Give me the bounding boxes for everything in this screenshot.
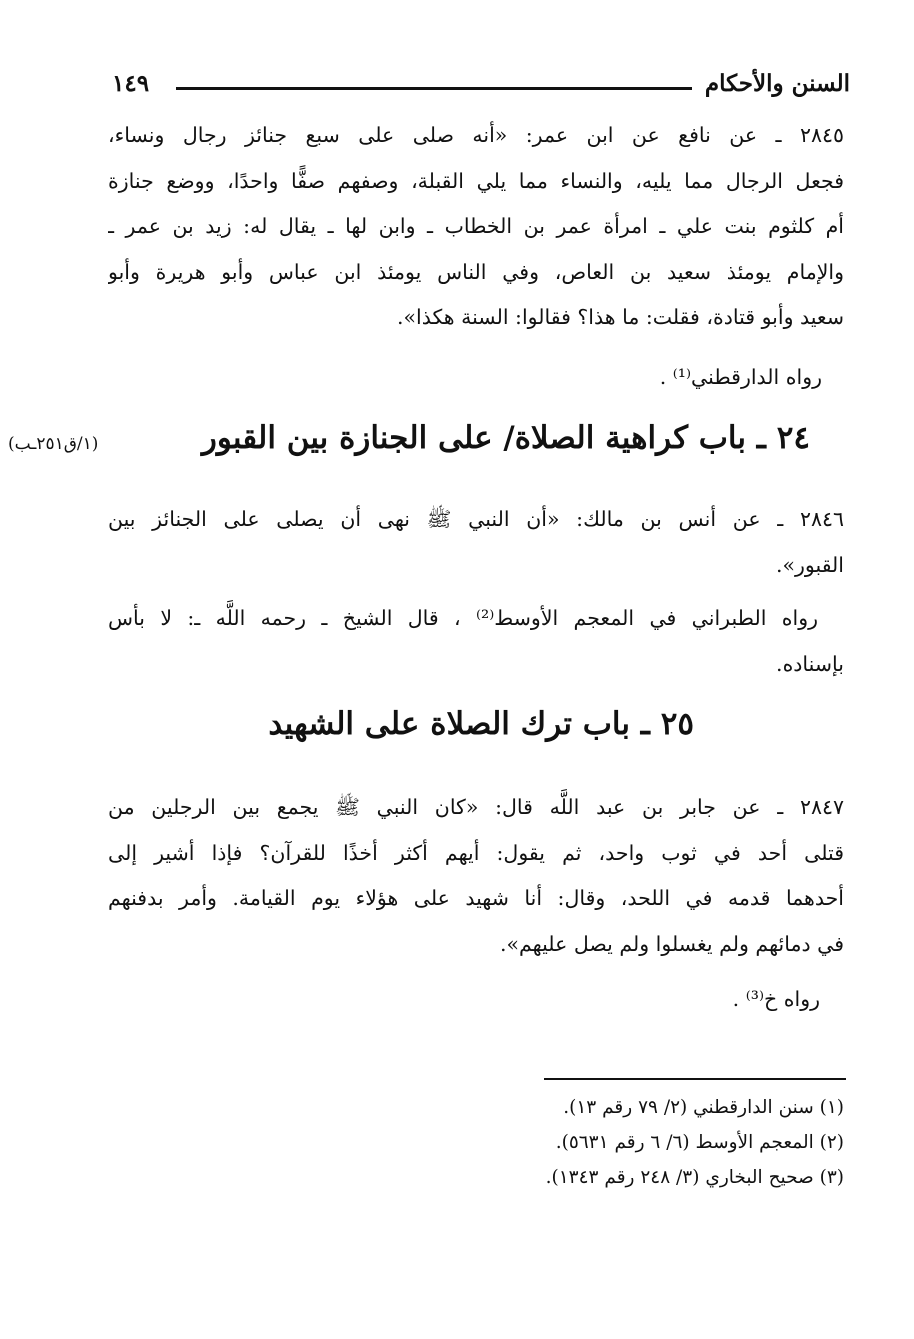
hadith-2845 [108, 113, 844, 341]
hadith-2846 [108, 497, 844, 588]
hadith-line: قتلى أحد في ثوب واحد، ثم يقول: أيهم أكثر أخذًا للقرآن؟ فإذا أشير إلى [108, 840, 844, 865]
hadith-line: أحدهما قدمه في اللحد، وقال: أنا شهيد على هؤلاء يوم القيامة. وأمر بدفنهم [108, 886, 844, 910]
hadith-line: ٢٨٤٦ ـ عن أنس بن مالك: «أن النبي ﷺ نهى أن يصلى على الجنائز بين [108, 507, 844, 531]
hadith-line: والإمام يومئذ سعيد بن العاص، وفي الناس يومئذ ابن عباس وأبو هريرة وأبو [108, 259, 844, 284]
narration-2846 [108, 596, 844, 687]
hadith-line: القبور». [775, 552, 844, 577]
footnotes [546, 1090, 844, 1195]
chapter-25-heading: ٢٥ ـ باب ترك الصلاة على الشهيد [268, 706, 694, 742]
footnote-rule [544, 1078, 846, 1080]
hadith-2847 [108, 785, 844, 967]
narration-2847: رواه خ⁽³⁾ . [732, 987, 820, 1011]
page-number: ١٤٩ [112, 70, 150, 97]
running-header [112, 64, 850, 104]
hadith-line: سعيد وأبو قتادة، فقلت: ما هذا؟ فقالوا: السنة هكذا». [396, 305, 844, 329]
manuscript-reference: (١/ق٢٥١ـب) [8, 434, 99, 454]
book-title: السنن والأحكام [704, 70, 850, 97]
narration-line: رواه الطبراني في المعجم الأوسط⁽²⁾ ، قال الشيخ ـ رحمه اللَّه ـ: لا بأس [108, 606, 818, 630]
hadith-line: فجعل الرجال مما يليه، والنساء مما يلي القبلة، وصفهم صفًّا واحدًا، ووضع جنازة [108, 168, 844, 193]
footnote-2: (٢) المعجم الأوسط (٦/ ٦ رقم ٥٦٣١). [555, 1132, 844, 1153]
hadith-line: ٢٨٤٧ ـ عن جابر بن عبد اللَّه قال: «كان النبي ﷺ يجمع بين الرجلين من [108, 795, 844, 819]
narration-line: بإسناده. [776, 651, 844, 676]
hadith-line: ٢٨٤٥ ـ عن نافع عن ابن عمر: «أنه صلى على سبع جنائز رجال ونساء، [108, 123, 844, 147]
footnote-3: (٣) صحيح البخاري (٣/ ٢٤٨ رقم ١٣٤٣). [545, 1167, 844, 1188]
narration-2845: رواه الدارقطني⁽¹⁾ . [659, 365, 822, 389]
hadith-line: في دمائهم ولم يغسلوا ولم يصل عليهم». [499, 931, 844, 956]
header-rule [176, 87, 692, 90]
chapter-24-heading: ٢٤ ـ باب كراهية الصلاة/ على الجنازة بين القبور [201, 420, 810, 456]
hadith-line: أم كلثوم بنت علي ـ امرأة عمر بن الخطاب ـ وابن لها ـ يقال له: زيد بن عمر ـ [108, 214, 844, 238]
footnote-1: (١) سنن الدارقطني (٢/ ٧٩ رقم ١٣). [563, 1097, 844, 1118]
